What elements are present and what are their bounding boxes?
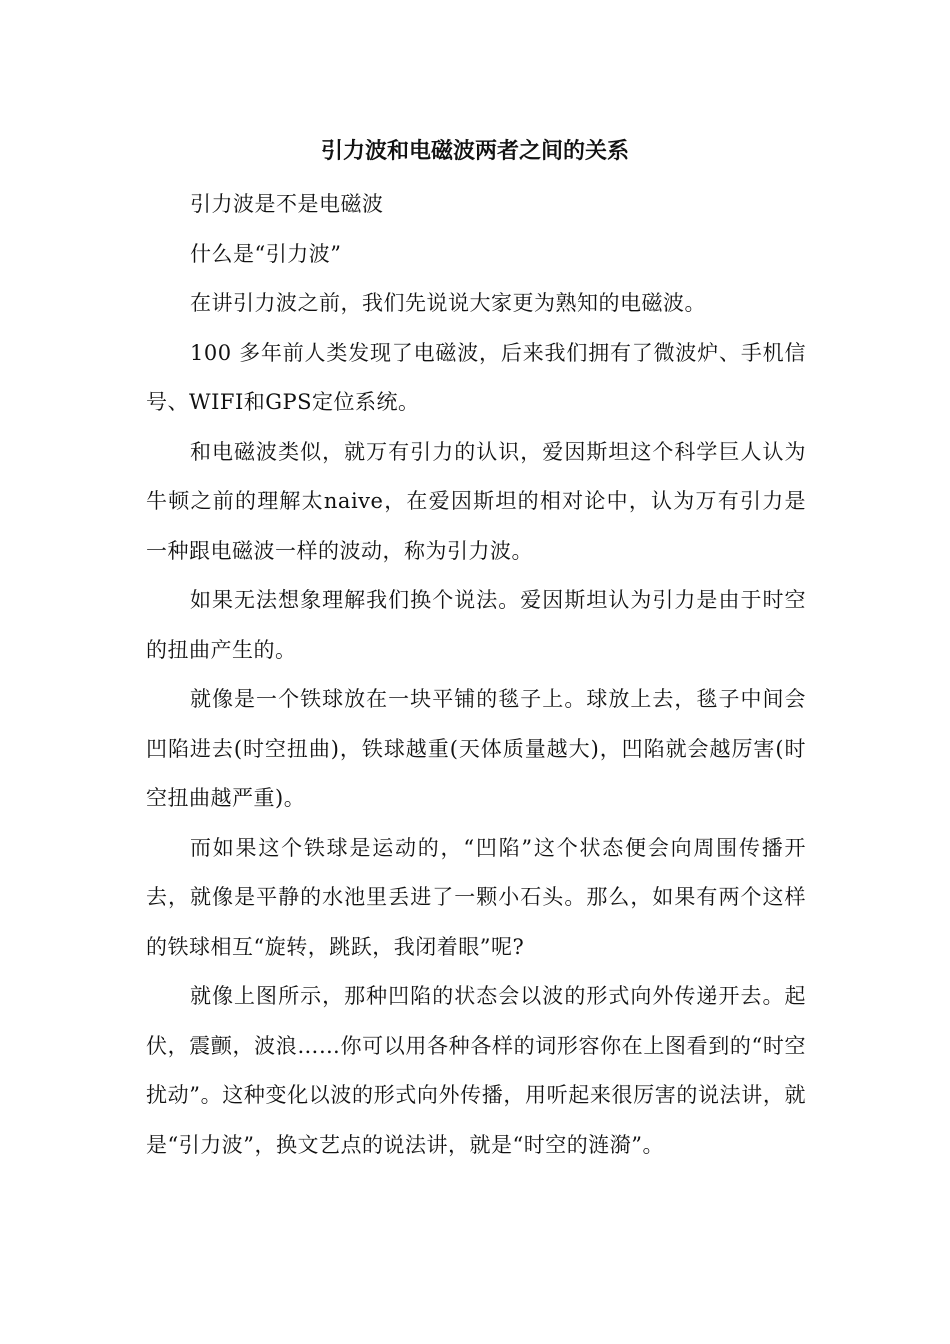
- paragraph-1: 引力波是不是电磁波: [190, 192, 384, 216]
- paragraph-3: 在讲引力波之前，我们先说说大家更为熟知的电磁波。: [190, 291, 706, 315]
- document-body: [146, 180, 806, 1170]
- paragraph-2: 什么是“引力波”: [190, 241, 342, 266]
- paragraph-7: 就像是一个铁球放在一块平铺的毯子上。球放上去，毯子中间会凹陷进去(时空扭曲)，铁球越重(天体质量越大)，凹陷就会越厉害(时空扭曲越严重)。: [146, 687, 806, 810]
- paragraph-4: 100 多年前人类发现了电磁波，后来我们拥有了微波炉、手机信号、WIFI和GPS定位系统。: [146, 340, 806, 414]
- paragraph-8: 而如果这个铁球是运动的，“凹陷”这个状态便会向周围传播开去，就像是平静的水池里丢进了一颗小石头。那么，如果有两个这样的铁球相互“旋转，跳跃，我闭着眼”呢?: [146, 835, 806, 959]
- paragraph-9: 就像上图所示，那种凹陷的状态会以波的形式向外传递开去。起伏，震颤，波浪……你可以用各种各样的词形容你在上图看到的“时空扰动”。这种变化以波的形式向外传播，用听起来很厉害的说法讲，就是“引力波”，换文艺点的说法讲，就是“时空的涟漪”。: [146, 984, 806, 1157]
- paragraph-6: 如果无法想象理解我们换个说法。爱因斯坦认为引力是由于时空的扭曲产生的。: [146, 588, 806, 662]
- paragraph-5: 和电磁波类似，就万有引力的认识，爱因斯坦这个科学巨人认为牛顿之前的理解太naive，在爱因斯坦的相对论中，认为万有引力是一种跟电磁波一样的波动，称为引力波。: [146, 439, 806, 563]
- document-title: 引力波和电磁波两者之间的关系: [320, 139, 629, 164]
